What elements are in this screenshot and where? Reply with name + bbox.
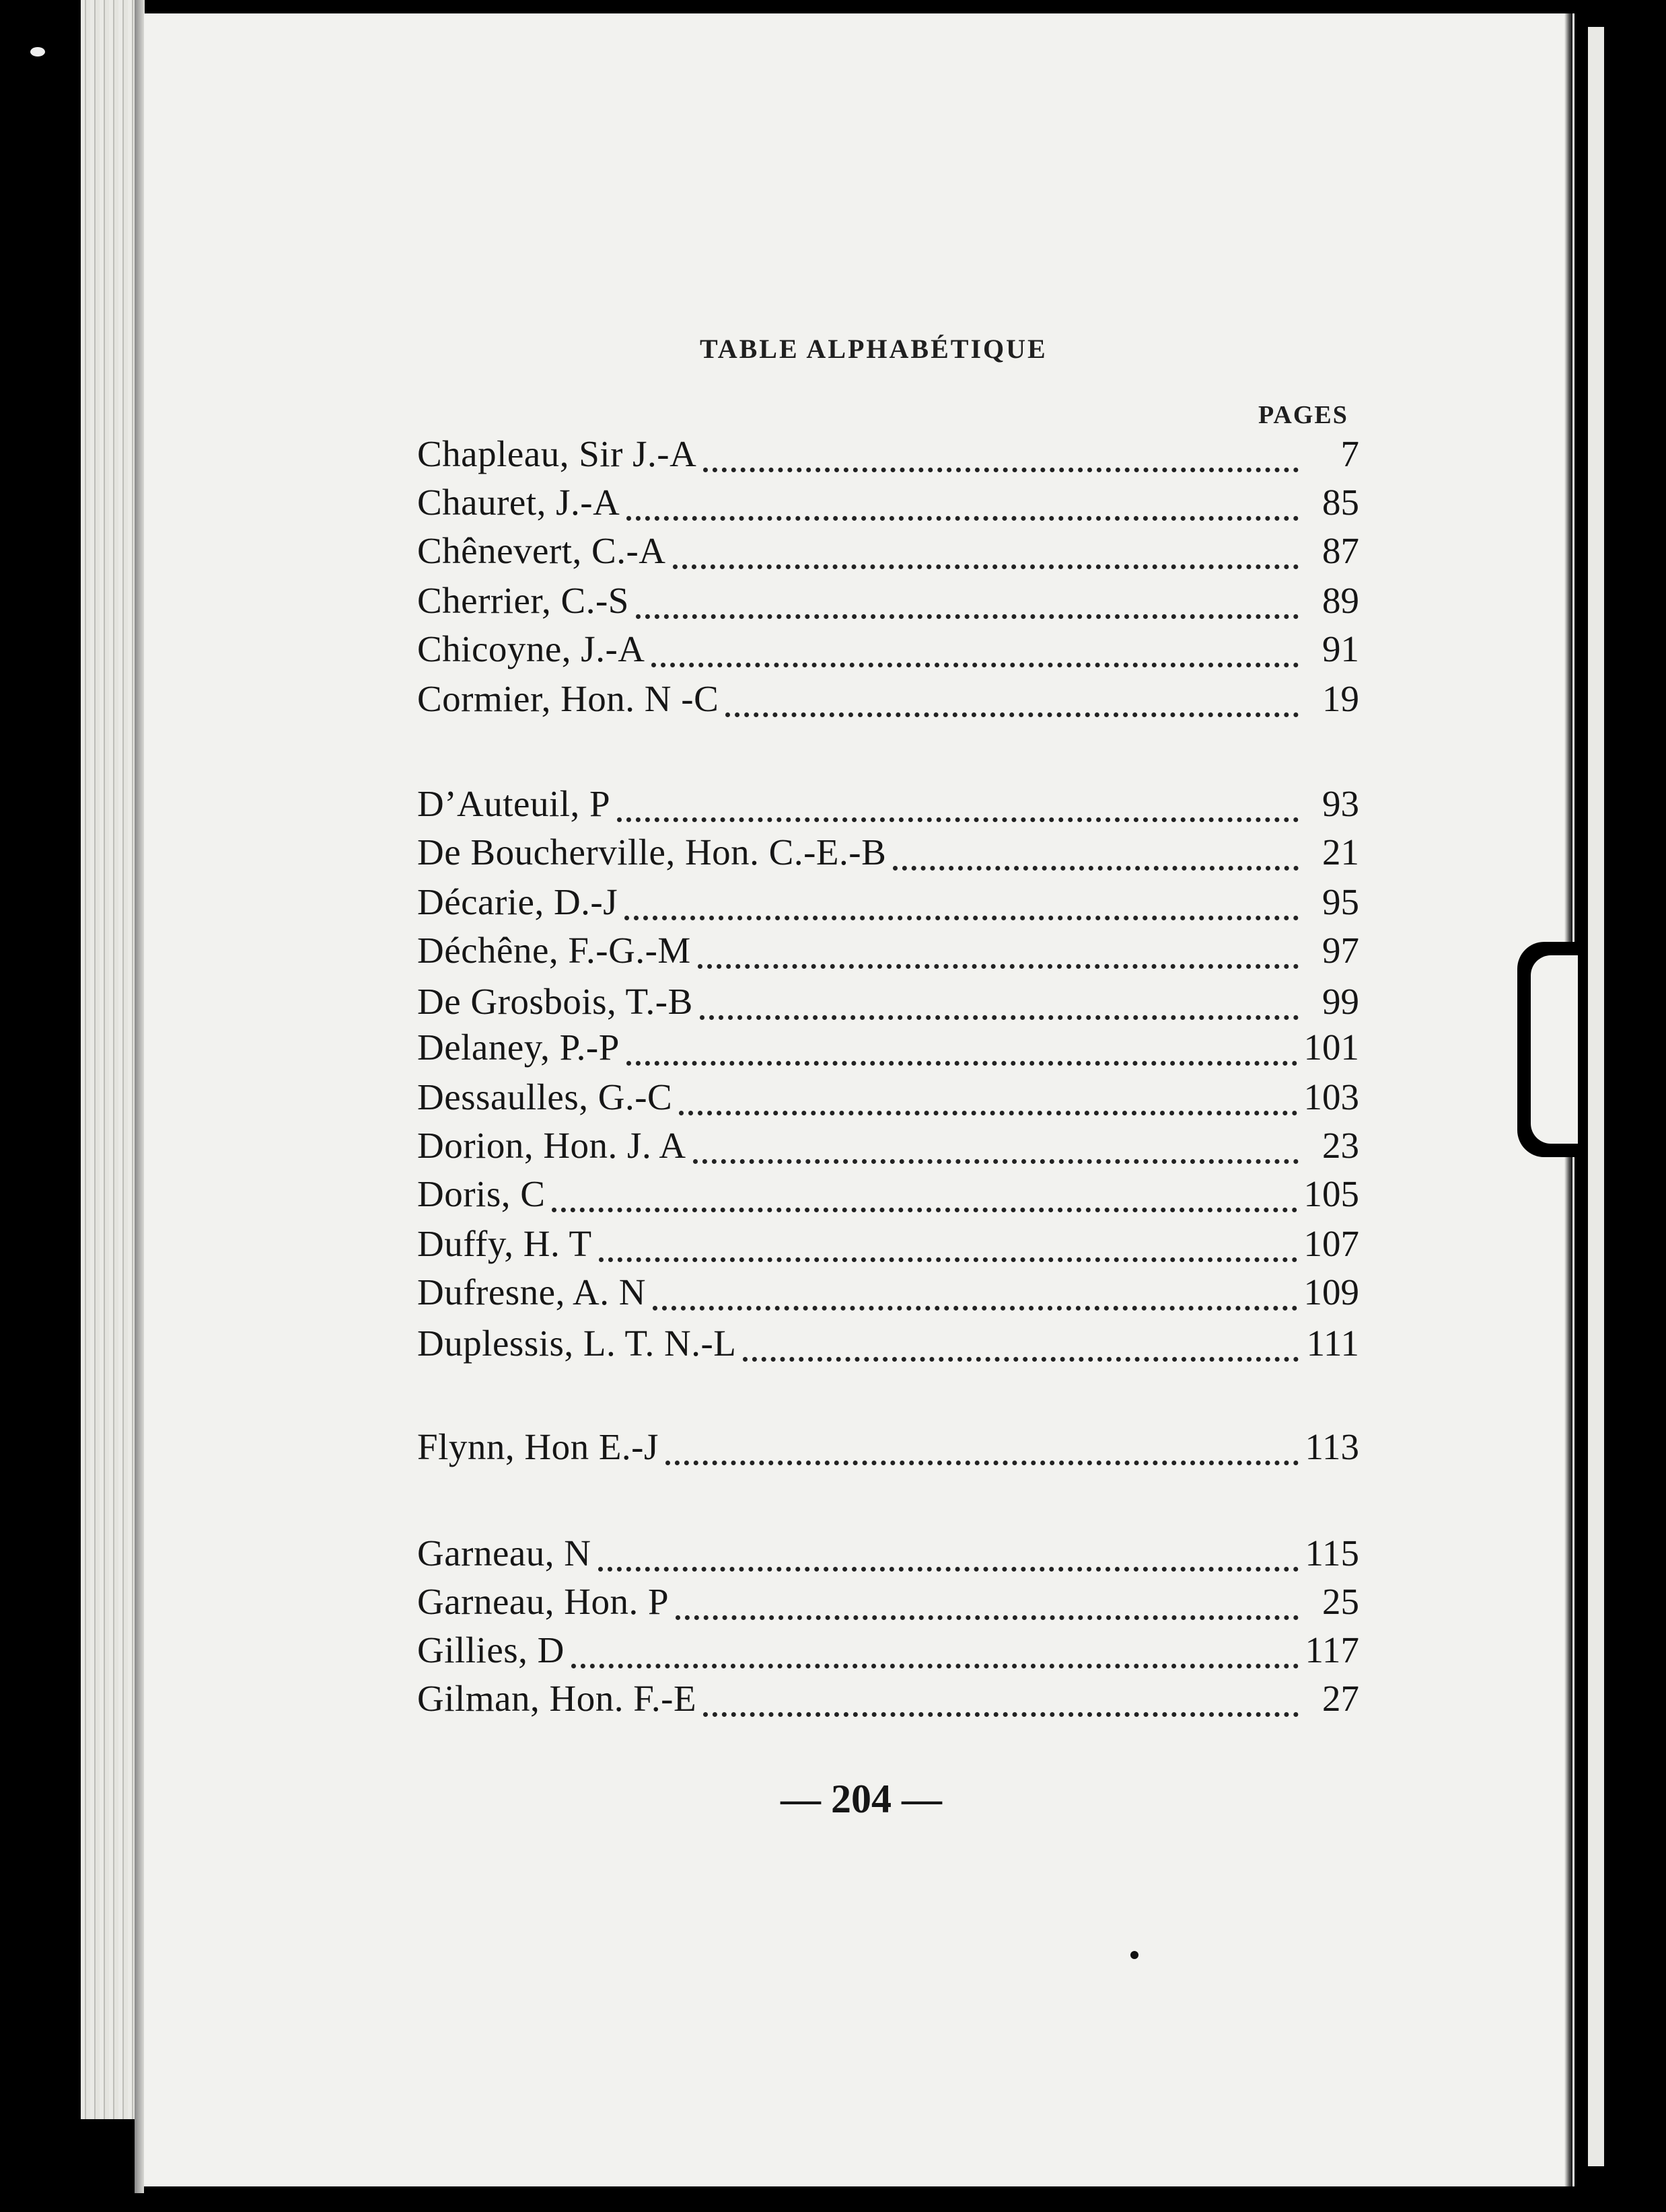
index-entry — [417, 1627, 1359, 1674]
entry-name: Delaney, P.-P — [417, 1027, 620, 1068]
index-entry — [417, 780, 1359, 827]
index-entry — [417, 829, 1359, 876]
entry-name: Chicoyne, J.-A — [417, 628, 645, 669]
entry-page: 103 — [1303, 1076, 1359, 1117]
index-entry — [417, 879, 1359, 926]
leader-dots — [598, 1547, 1299, 1572]
leader-dots — [552, 1187, 1297, 1212]
leader-dots — [571, 1644, 1299, 1668]
leader-dots — [700, 995, 1299, 1020]
entry-page: 109 — [1303, 1271, 1359, 1313]
entry-page: 91 — [1322, 628, 1359, 669]
entry-page: 101 — [1303, 1027, 1359, 1068]
next-page-strip — [1588, 27, 1604, 2166]
index-entry — [417, 1530, 1359, 1577]
index-entry — [417, 978, 1359, 1025]
entry-name: De Grosbois, T.-B — [417, 981, 693, 1022]
index-entry — [417, 1424, 1359, 1471]
entry-name: Chapleau, Sir J.-A — [417, 433, 697, 474]
leader-dots — [893, 846, 1299, 871]
entry-page: 87 — [1322, 530, 1359, 571]
entry-page: 113 — [1305, 1426, 1359, 1467]
entry-name: Garneau, N — [417, 1533, 591, 1574]
entry-name: Décarie, D.-J — [417, 881, 618, 922]
entry-page: 25 — [1322, 1581, 1359, 1622]
leader-dots — [693, 1139, 1299, 1164]
entry-page: 23 — [1322, 1125, 1359, 1166]
leader-dots — [698, 944, 1299, 969]
entry-page: 27 — [1322, 1678, 1359, 1719]
leader-dots — [624, 895, 1299, 920]
index-entry — [417, 1578, 1359, 1625]
ink-speck — [1130, 1951, 1138, 1959]
leader-dots — [703, 447, 1299, 472]
entry-name: Duplessis, L. T. N.-L — [417, 1323, 737, 1364]
index-entry — [417, 527, 1359, 575]
entry-name: De Boucherville, Hon. C.-E.-B — [417, 832, 887, 873]
entry-page: 115 — [1305, 1533, 1359, 1574]
leader-dots — [703, 1692, 1299, 1717]
entry-page: 105 — [1303, 1173, 1359, 1214]
entry-name: Déchêne, F.-G.-M — [417, 930, 691, 971]
entry-name: Chênevert, C.-A — [417, 530, 666, 571]
entry-name: Dessaulles, G.-C — [417, 1076, 673, 1117]
index-entry — [417, 927, 1359, 974]
entry-name: Dufresne, A. N — [417, 1271, 646, 1313]
entry-page: 111 — [1306, 1323, 1359, 1364]
leader-dots — [673, 544, 1299, 569]
leader-dots — [743, 1337, 1299, 1362]
index-entry — [417, 1320, 1359, 1367]
index-entry — [417, 1122, 1359, 1169]
index-entry — [417, 1269, 1359, 1316]
index-entry — [417, 431, 1359, 478]
binding-shadow — [135, 0, 144, 2193]
index-entry — [417, 1220, 1359, 1267]
entry-page: 85 — [1322, 482, 1359, 523]
leader-dots — [676, 1595, 1299, 1620]
leader-dots — [626, 1041, 1297, 1066]
entry-page: 93 — [1322, 783, 1359, 824]
entry-name: Flynn, Hon E.-J — [417, 1426, 659, 1467]
leader-dots — [626, 496, 1299, 521]
index-entry — [417, 626, 1359, 673]
entry-name: Doris, C — [417, 1173, 546, 1214]
leader-dots — [651, 642, 1299, 667]
leader-dots — [653, 1286, 1297, 1311]
entry-page: 89 — [1322, 580, 1359, 621]
entry-page: 95 — [1322, 881, 1359, 922]
scan-artifact — [30, 47, 45, 57]
leader-dots — [599, 1237, 1297, 1262]
index-entry — [417, 1675, 1359, 1722]
entry-name: Cormier, Hon. N -C — [417, 678, 719, 719]
leader-dots — [617, 797, 1299, 822]
entry-name: Gillies, D — [417, 1629, 565, 1670]
entry-page: 107 — [1303, 1223, 1359, 1264]
index-heading: TABLE ALPHABÉTIQUE — [700, 334, 1048, 364]
page-number: — 204 — — [781, 1777, 942, 1821]
index-entry — [417, 1074, 1359, 1121]
index-entry — [417, 577, 1359, 624]
index-entry — [417, 479, 1359, 526]
entry-name: D’Auteuil, P — [417, 783, 611, 824]
entry-page: 99 — [1322, 981, 1359, 1022]
entry-name: Garneau, Hon. P — [417, 1581, 669, 1622]
index-entry — [417, 675, 1359, 723]
entry-name: Duffy, H. T — [417, 1223, 592, 1264]
entry-page: 19 — [1322, 678, 1359, 719]
entry-page: 7 — [1340, 433, 1359, 474]
entry-page: 117 — [1305, 1629, 1359, 1670]
leader-dots — [679, 1091, 1297, 1115]
leader-dots — [725, 692, 1299, 717]
index-entry — [417, 1171, 1359, 1218]
entry-name: Chauret, J.-A — [417, 482, 620, 523]
entry-page: 97 — [1322, 930, 1359, 971]
entry-name: Dorion, Hon. J. A — [417, 1125, 686, 1166]
entry-page: 21 — [1322, 832, 1359, 873]
entry-name: Cherrier, C.-S — [417, 580, 629, 621]
pages-column-label: PAGES — [1258, 401, 1348, 429]
leader-dots — [665, 1440, 1299, 1465]
index-entry — [417, 1024, 1359, 1071]
entry-name: Gilman, Hon. F.-E — [417, 1678, 697, 1719]
page-tear-inner — [1531, 955, 1578, 1144]
leader-dots — [636, 594, 1299, 619]
